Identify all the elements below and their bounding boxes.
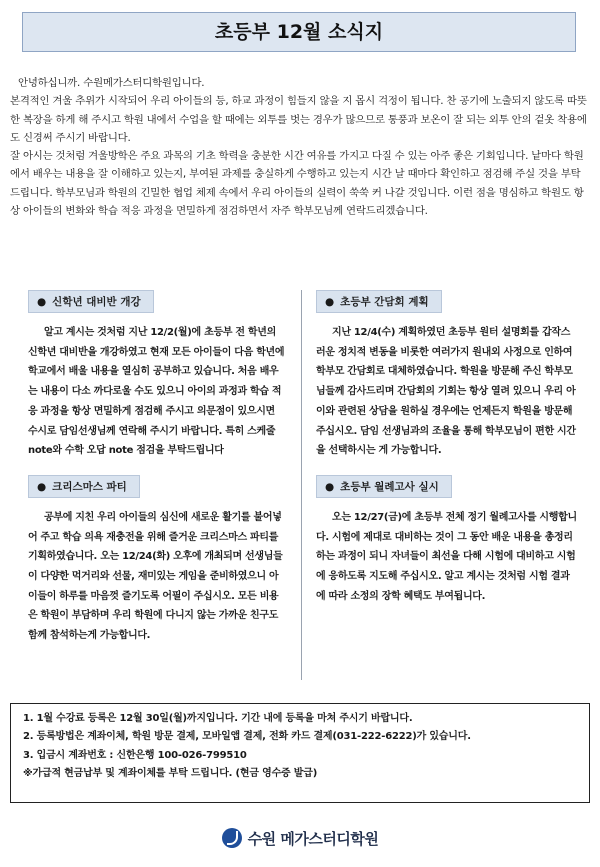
intro-paragraph: 잘 아시는 것처럼 겨울방학은 주요 과목의 기초 학력을 충분한 시간 여유를 가지고 다질 수 있는 아주 좋은 기회입니다. 낱마다 학원에서 배우는 내용을 잘 이해하고 있는지, 부여된 과제를 충실하게 수행하고 있는지 시간 날 때마다 확인하고 점검해 주실 것을 부탁드립니다. 학부모님과 학원의 긴밀한 협업 체제 속에서 우리 아이들의 실력이 쑥쑥 커 나갈 것입니다. 이런 점을 명심하고 학원도 항상 아이들의 변화와 학습 적응 과정을 면밀하게 점검하면서 자주 학부모님께 연락드리겠습니다. [10,150,584,218]
section-header [316,290,442,313]
academy-name: 수원 메가스터디학원 [247,829,379,848]
section-body: 오는 12/27(금)에 초등부 전체 정기 월례고사를 시행합니다. 시험에 제대로 대비하는 것이 그 동안 배운 내용을 총정리하는 과정이 되니 자녀들이 최선을 다해 시험에 대비하고 시험에 응하도록 지도해 주십시오. 알고 계시는 것처럼 시험 결과에 따라 소정의 장학 혜택도 부여됩니다. [316,511,577,602]
intro-text [10,74,588,220]
newsletter-title: 초등부 12월 소식지 [22,12,576,52]
notice-box [10,703,590,803]
left-column [28,290,286,660]
section-body: 지난 12/4(수) 계획하였던 초등부 원터 설명회를 갑작스러운 정치적 변동을 비롯한 여러가지 원내외 사정으로 인하여 학부모 간담회로 대체하였습니다. 학원을 방문해 주신 학부모님들께 감사드리며 간담회의 기회는 항상 열려 있으니 우리 아이와 관련된 상담을 원하실 경우에는 언제든지 학원을 방문해 주십시오. 담임 선생님과의 조율을 통해 학부모님이 편한 시간을 선택하시는 게 가능합니다. [316,327,576,457]
notice-line: 3. 입금시 계좌번호 : 신한은행 100-026-799510 [23,749,247,761]
section-header [28,290,154,313]
right-column [316,290,578,620]
notice-line: 1. 1월 수강료 등록은 12월 30일(월)까지입니다. 기간 내에 등록을 마쳐 주시기 바랍니다. [23,713,413,724]
column-divider [301,290,302,680]
section-body: 알고 계시는 것처럼 지난 12/2(월)에 초등부 전 학년의 신학년 대비반을 개강하였고 현재 모든 아이들이 다음 학년에 학교에서 배울 내용을 열심히 공부하고 있습니다. 처음 배우는 내용이 다소 까다로울 수도 있으니 아이의 과정과 학습 적응 과정을 항상 면밀하게 점검해 주시고 의문점이 있으시면 수시로 담임선생님께 연락해 주시기 바랍니다. 특히 스케줄 note와 수학 오답 note 점검을 부탁드립니다 [28,327,285,457]
intro-paragraph: 본격적인 겨울 추위가 시작되어 우리 아이들의 등, 하교 과정이 힘들지 않을 지 몹시 걱정이 됩니다. 찬 공기에 노출되지 않도록 따뜻한 복장을 하게 해 주시고 학원 내에서 수업을 할 때에는 외투를 벗는 경우가 많으므로 통풍과 보온이 잘 되는 외투 안의 겉옷 착용에도 신경써 주시기 바랍니다. [10,95,587,144]
section-header [316,475,452,498]
megastudy-logo-icon [222,828,242,848]
section-title: 크리스마스 파티 [52,480,127,493]
notice-line: ※가급적 현금납부 및 계좌이체를 부탁 드립니다. (현금 영수증 발급) [23,768,318,780]
section-christmas [28,475,286,646]
notice-line: 2. 등록방법은 계좌이체, 학원 방문 결제, 모바일앱 결제, 전화 카드 결제(031-222-6222)가 있습니다. [23,731,471,743]
section-title: 초등부 간담회 계획 [340,296,429,308]
bullet-icon: ● [37,480,47,493]
bullet-icon: ● [37,296,47,308]
greeting: 안녕하십니까. 수원메가스터디학원입니다. [18,77,205,89]
section-new-class [28,290,286,461]
section-header [28,475,140,498]
bullet-icon: ● [325,480,335,493]
section-title: 초등부 월례고사 실시 [340,480,439,493]
section-exam [316,475,578,607]
bullet-icon: ● [325,296,335,308]
section-body: 공부에 지친 우리 아이들의 심신에 새로운 활기를 불어넣어 주고 학습 의욕 재충전을 위해 즐거운 크리스마스 파티를 기획하였습니다. 오는 12/24(화) 오후에 개최되며 선생님들이 다양한 먹거리와 선물, 재미있는 게임을 준비하였으니 아이들이 하루를 마음껏 즐기도록 어필이 주십시오. 모든 비용은 학원이 부담하며 우리 학원에 다니지 않는 가까운 친구도 함께 참석하는게 가능합니다. [28,511,283,642]
academy-logo [0,826,600,850]
section-title: 신학년 대비반 개강 [52,296,141,308]
section-meeting [316,290,578,461]
